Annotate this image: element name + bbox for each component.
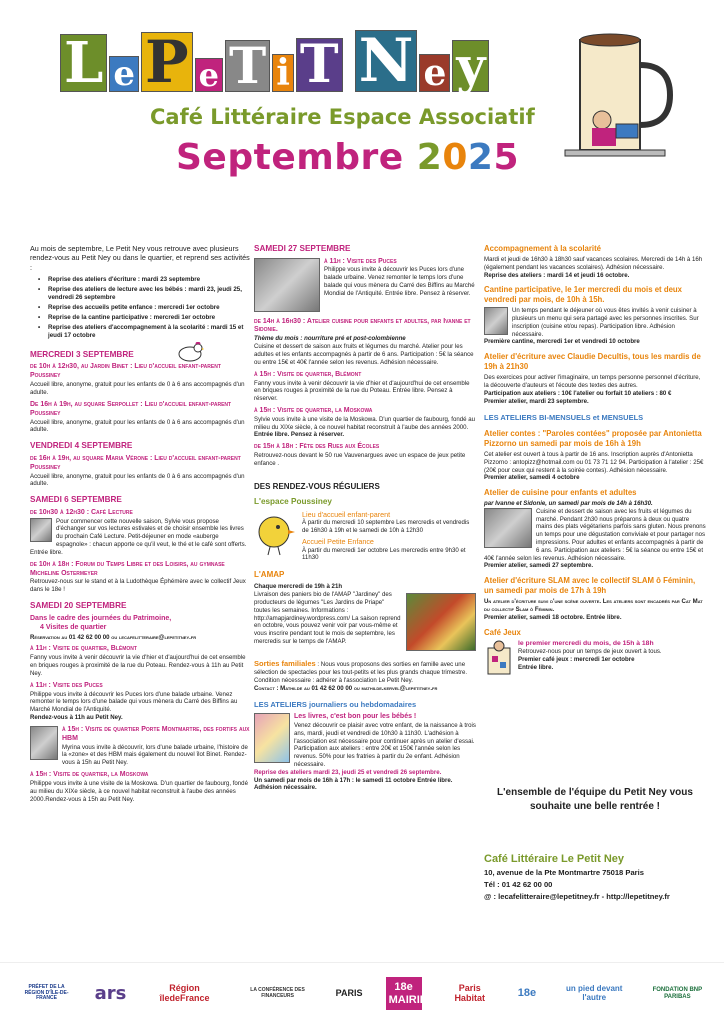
- logo-bnp: FONDATION BNP PARIBAS: [652, 986, 703, 1000]
- vegetables-photo: [406, 593, 476, 651]
- event-title: Accueil Petite Enfance: [302, 537, 374, 547]
- event-desc: Accueil libre, anonyme, gratuit pour les enfants de 0 à 6 ans accompagnés d'un adulte.: [30, 472, 245, 488]
- section-title: Atelier contes : "Paroles contées" proposée par Antonietta Pizzorno un samedi par mois de 16h à 19h: [484, 429, 702, 448]
- event-when: Chaque mercredi de 19h à 21h: [254, 583, 343, 591]
- baby-books-photo: [254, 713, 290, 763]
- event-note: Reprise des ateliers mardi 23, jeudi 25 et vendredi 26 septembre.: [254, 768, 442, 776]
- contact-info: Contact : Mathilde au 01 42 62 00 00 ou mathilde.kervel@lepetitney.fr: [254, 684, 438, 692]
- logo-18e: 18e: [517, 987, 537, 1000]
- logo-paris: PARIS: [335, 987, 363, 998]
- event-note: Premier atelier, samedi 27 septembre.: [484, 562, 594, 570]
- event-title: de 16h à 19h, au square Maria Vérone : Lieu d'accueil enfant-parent Poussiney: [30, 454, 241, 471]
- event: [254, 258, 476, 314]
- logo-mairie: 18e MAIRIE: [386, 977, 422, 1009]
- event-title: de 15h à 18h : Fête des Rues aux Écoles: [254, 443, 380, 451]
- event: [254, 318, 476, 367]
- event: [30, 645, 250, 677]
- address-web[interactable]: @ : lecafelitteraire@lepetitney.fr - http://lepetitney.fr: [484, 891, 670, 901]
- section-title: Cantine participative, le 1er mercredi du mois et deux vendredi par mois, de 10h à 15h.: [484, 285, 683, 305]
- event-title: de 14h à 16h30 : Atelier cuisine pour enfants et adultes, par Ivanne et Sidonie.: [254, 317, 471, 334]
- event-desc: Sylvie vous invite à une visite de la Moskowa. D'un quartier de faubourg, fondé au milieu du XIXe siècle, à ce nouvel habitat reconstruit à l'aube des années 2000.: [254, 415, 476, 431]
- event-title: à 15h : Visite de quartier Porte Montmartre, des fortifs aux HBM: [62, 725, 250, 742]
- event-note: Entrée libre. Pensez à réserver.: [254, 431, 345, 439]
- section-title: Atelier de cuisine pour enfants et adultes: [484, 488, 637, 498]
- section-title: Atelier d'écriture avec Claudie Decultis, tous les mardis de 19h à 21h30: [484, 352, 701, 372]
- event-desc: Cuisine et dessert de saison avec les fruits et légumes du marché. Pendant 2h30 nous préparons à deux ou quatre mains des plats végétariens parfois sans gluten. Nous prenons un temps pour une dégustation conviviale et pour partager nos impressions. Pour adultes et enfants accompagnés à partir de 6 ans. Participation aux ateliers : 5€ la séance ou entre 15€ et 40€ l'année selon les revenus. Adhésion nécessaire.: [484, 507, 706, 562]
- column-right: [484, 244, 706, 678]
- address-street: 10, avenue de la Pte Montmartre 75018 Paris: [484, 868, 644, 878]
- event-desc: Retrouvez-nous sur le stand et à la Ludothèque Éphémère avec le collectif Jeux dans le 18e !: [30, 578, 246, 594]
- event: [30, 363, 250, 397]
- logo-conference: LA CONFÉRENCE DES FINANCEURS: [250, 987, 305, 999]
- event-desc: À partir du mercredi 1er octobre Les mercredis entre 9h30 et 11h30: [302, 546, 466, 562]
- column-middle: [254, 244, 476, 792]
- event-desc: Un atelier d'écriture suivi d'une scène ouverte. Les ateliers sont encadrés par Cat Mat du collectif Slam ô Féminin.: [484, 598, 703, 613]
- event-title: à 15h : Visite de quartier, Blémont: [254, 370, 362, 378]
- sorties-block: [254, 659, 476, 684]
- poussiney-block: [302, 510, 476, 563]
- event-desc: Venez découvrir ce plaisir avec votre enfant, de la naissance à trois ans, mardi, jeudi et vendredi de 10h30 à 11h30. L'adhésion à l'association est nécessaire pour continuer après un atelier d'essai. Participation aux ateliers : entre 20€ et 150€ l'année selon les revenus. 50% pour les fratries à partir du 2e enfant. Adhésion nécessaire.: [294, 721, 476, 768]
- event: [254, 407, 476, 439]
- logo-letter: e: [109, 56, 139, 92]
- year-digit: 2: [416, 137, 443, 178]
- event-title: de 10h à 12h30, au Jardin Binet : Lieu d'accueil enfant-parent Poussiney: [30, 363, 221, 380]
- column-left: [30, 244, 250, 807]
- event-desc: Philippe vous invite à découvrir les Puces lors d'une balade urbaine. Venez remonter le temps lors d'une balade qui vous mènera du Carré des Biffins au Marché Mondial de l'Antiquité.: [30, 690, 238, 714]
- event: [254, 371, 476, 403]
- section-heading: DES RENDEZ-VOUS RÉGULIERS: [254, 481, 380, 491]
- logo-letter: L: [60, 34, 107, 92]
- logo-letter: N: [355, 30, 418, 92]
- logo-prefet: PRÉFET DE LA RÉGION D'ÎLE-DE-FRANCE: [24, 984, 69, 1002]
- event-theme: Thème du mois : nourriture pré et post-colombienne: [254, 335, 406, 343]
- day-heading: SAMEDI 20 SEPTEMBRE: [30, 601, 127, 611]
- event-by: par Ivanne et Sidonie, un samedi par mois de 14h à 16h30.: [484, 500, 653, 508]
- event-note: Premier café jeux : mercredi 1er octobre: [518, 656, 635, 664]
- day-heading: SAMEDI 6 SEPTEMBRE: [30, 495, 122, 505]
- day-heading: VENDREDI 4 SEPTEMBRE: [30, 441, 133, 451]
- logo-un-pied: un pied devant l'autre: [566, 983, 623, 1002]
- event-note: Premier atelier, mardi 23 septembre.: [484, 397, 589, 405]
- event-desc: Fanny vous invite à venir découvrir la vie d'hier et d'aujourd'hui de cet ensemble en briques rouges à proximité de la rue du Poteau. Rendez-vous à 11h au Petit Ney.: [30, 654, 246, 677]
- hen-icon: [176, 342, 204, 362]
- puces-photo: [254, 258, 320, 312]
- event-title: Lieu d'accueil enfant-parent: [302, 509, 391, 519]
- event-desc: Myrina vous invite à découvrir, lors d'une balade urbaine, l'histoire de la «zone» et des HBM mais également du nouvel îlot Binet. Rendez-vous à 15h au Petit Ney.: [62, 743, 248, 767]
- cooking-photo: [484, 307, 508, 335]
- event: [30, 726, 250, 767]
- month-title: [176, 135, 519, 181]
- section-title: Café Jeux: [484, 627, 521, 637]
- event-desc: Philippe vous invite à découvrir les Puces lors d'une balade urbaine. Venez remonter le temps lors d'une balade qui vous mènera du Carré des Biffins au Marché Mondial de l'Antiquité. Entrée libre. Pensez à réserver.: [324, 266, 475, 297]
- event-desc: Cet atelier est ouvert à tous à partir de 16 ans. Inscription auprès d'Antonietta Pizzorno : antopizz@hotmail.com ou 01 73 71 12 94. Participation à l'atelier : 25€ (20€ pour ceux qui restent à la soirée contes). Adhésion nécessaire.: [484, 450, 704, 474]
- event: [30, 509, 250, 557]
- year-digit: 5: [493, 137, 519, 178]
- subtitle: Café Littéraire Espace Associatif: [150, 105, 535, 129]
- event-desc: Un temps pendant le déjeuner où vous êtes invités à venir cuisiner à plusieurs un menu qui sera partagé avec les personnes inscrites. Sur inscription (cuisine et/ou repas). Participation libre. Adhésion nécessaire.: [512, 307, 699, 338]
- event-title: de 10h à 18h : Forum du Temps Libre et des Loisirs, au gymnase Micheline Ostermeyer: [30, 560, 225, 577]
- intro-text: Au mois de septembre, Le Petit Ney vous retrouve avec plusieurs rendez-vous au Petit Ney ou dans le quartier, et reprend ses activités :: [30, 244, 250, 272]
- game-illustration: [484, 640, 514, 678]
- event-title: de 10h30 à 12h30 : Café Lecture: [30, 508, 133, 516]
- logo-letter: e: [195, 58, 223, 92]
- event-desc: Retrouvez-nous pour un temps de jeux ouvert à tous.: [518, 648, 662, 656]
- event-note: Premier atelier, samedi 18 octobre. Entrée libre.: [484, 613, 622, 621]
- day-heading: MERCREDI 3 SEPTEMBRE: [30, 349, 134, 359]
- event-note: Reprise des ateliers : mardi 14 et jeudi 16 octobre.: [484, 271, 630, 279]
- bird-icon: [254, 512, 296, 556]
- event-desc: Pour commencer cette nouvelle saison, Sylvie vous propose d'échanger sur vos lectures estivales et de choisir ensemble les livres du prochain Café Lecture. Petit-déjeuner en mode «auberge espagnole» : chacun apporte ce qu'il veut, le thé et le café sont offerts. Entrée libre.: [30, 517, 247, 556]
- event-note: Premier atelier, samedi 4 octobre: [484, 474, 580, 482]
- event-note: Participation aux ateliers : 10€ l'atelier ou forfait 10 ateliers : 80 €: [484, 389, 672, 397]
- event-note: Première cantine, mercredi 1er et vendredi 10 octobre: [484, 338, 640, 346]
- logo-letter: e: [419, 54, 450, 92]
- section-heading: LES ATELIERS BI-MENSUELS et MENSUELS: [484, 413, 644, 423]
- list-item: • Reprise des ateliers d'écriture : mardi 23 septembre: [38, 276, 250, 284]
- event-title: à 15h : Visite de quartier, la Moskowa: [30, 771, 149, 779]
- event-desc: Accueil libre, anonyme, gratuit pour les enfants de 0 à 6 ans accompagnés d'un adulte.: [30, 418, 245, 434]
- logo-paris-habitat: Paris Habitat: [454, 982, 485, 1003]
- month-name: Septembre: [176, 137, 404, 178]
- address-title: Café Littéraire Le Petit Ney: [484, 853, 624, 865]
- section-title: Atelier d'écriture SLAM avec le collectif SLAM ô Féminin, un samedi par mois de 17h à 19h: [484, 576, 696, 596]
- cup-illustration: [560, 20, 680, 190]
- logo-letter: T: [296, 38, 343, 92]
- fortifs-photo: [30, 726, 58, 760]
- event-title: De 16h à 19h, au square Serpollet : Lieu d'accueil enfant-parent Poussiney: [30, 400, 232, 417]
- event-when: le premier mercredi du mois, de 15h à 18h: [518, 639, 654, 647]
- event-title: Sorties familiales: [254, 659, 316, 669]
- logo-ars: ars: [94, 982, 127, 1004]
- partner-logos: [0, 962, 724, 1024]
- event-desc: Philippe vous invite à une visite de la Moskowa. D'un quartier de faubourg, fondé au milieu du XIXe siècle, à ce nouvel habitat reconstruit à l'aube des années 2000.Rendez-vous à 15h au Petit Ney.: [30, 780, 248, 803]
- section-title: Accompagnement à la scolarité: [484, 244, 601, 253]
- section-title: L'AMAP: [254, 570, 285, 580]
- intro-bullets: [38, 276, 250, 340]
- logo-region: Région îledeFrance: [159, 982, 210, 1003]
- logo-letter: P: [141, 32, 193, 92]
- event-subtitle: 4 Visites de quartier: [40, 623, 107, 631]
- event-title: Les livres, c'est bon pour les bébés !: [294, 713, 417, 720]
- day-heading: SAMEDI 27 SEPTEMBRE: [254, 244, 351, 253]
- event: [30, 771, 250, 803]
- logo-letter: T: [225, 40, 270, 92]
- event-desc: Livraison des paniers bio de l'AMAP "Jardiney" des producteurs de légumes "Les Jardins de Priape" toutes les semaines. Informations : http://amapjardiney.wordpress.com/ La saison reprend en octobre, vous pouvez venir voir par vous-même et vous inscrire pendant tout le mois de septembre, les mercredis sur le temps de l'AMAP.: [254, 591, 401, 645]
- event-note: Un samedi par mois de 16h à 17h : le samedi 11 octobre Entrée libre. Adhésion nécessaire.: [254, 776, 453, 792]
- address-phone: Tél : 01 42 62 00 00: [484, 879, 553, 889]
- logo-letter: y: [452, 40, 489, 92]
- header: [0, 0, 724, 240]
- section-title: L'espace Poussiney: [254, 497, 332, 507]
- section-heading: LES ATELIERS journaliers ou hebdomadaires: [254, 700, 417, 710]
- book-photo: [30, 518, 52, 542]
- year-digit: 2: [467, 137, 494, 178]
- event-desc: Mardi et jeudi de 16h30 à 18h30 sauf vacances scolaires. Mercredi de 14h à 16h (également pendant les vacances scolaires). Adhésion nécessaire.: [484, 255, 703, 271]
- event-desc: Retrouvez-nous devant le 50 rue Vauvenargues avec un espace de jeux petite enfance .: [254, 452, 466, 468]
- list-item: • Reprise des ateliers d'accompagnement à la scolarité : mardi 15 et jeudi 17 octobre: [38, 324, 250, 340]
- event-desc: À partir du mercredi 10 septembre Les mercredis et vendredis de 16h30 à 19h et le samedi de 10h à 12h30: [302, 518, 470, 534]
- logo: [60, 26, 491, 96]
- event: [30, 561, 250, 595]
- list-item: • Reprise des ateliers de lecture avec les bébés : mardi 23, jeudi 25, vendredi 26 septembre: [38, 286, 250, 302]
- address-block: [484, 852, 714, 903]
- event-note: Entrée libre.: [518, 663, 554, 671]
- reservation-info: Réservation au 01 42 62 00 00 ou lecafelitteraire@lepetitney.fr: [30, 634, 197, 642]
- event-title: à 11h : Visite de quartier, Blémont: [30, 645, 137, 653]
- year-digit: 0: [442, 137, 468, 178]
- list-item: • Reprise de la cantine participative : mercredi 1er octobre: [38, 314, 250, 322]
- event: [30, 455, 250, 489]
- event: [254, 443, 476, 468]
- event-desc: Des exercices pour activer l'imaginaire, un temps personne personnel d'écriture, la découverte d'auteurs et l'écoute des textes des autres.: [484, 374, 701, 390]
- closing-message: [484, 786, 706, 813]
- event-title: à 11h : Visite des Puces: [30, 681, 103, 689]
- cooking-photo: [484, 508, 532, 548]
- list-item: • Reprise des accueils petite enfance : mercredi 1er octobre: [38, 304, 250, 312]
- logo-letter: i: [272, 54, 294, 92]
- event-desc: : Nous vous proposons des sorties en famille avec une sélection de spectacles pour les tout-petits et les plus grands chaque trimestre. Condition nécessaire : adhérer à l'association Le Petit Ney.: [254, 661, 468, 684]
- closing-line: souhaite une belle rentrée !: [529, 800, 661, 812]
- event: [30, 682, 250, 722]
- event: [30, 401, 250, 435]
- event-desc: Fanny vous invite à venir découvrir la vie d'hier et d'aujourd'hui de cet ensemble en briques rouges à proximité de la rue du Poteau. Entrée libre. Pensez à réserver.: [254, 379, 470, 403]
- event-title: à 11h : Visite des Puces: [324, 257, 397, 265]
- event-note: Rendez-vous à 11h au Petit Ney.: [30, 713, 123, 721]
- closing-line: L'ensemble de l'équipe du Petit Ney vous: [497, 787, 693, 798]
- event-desc: Cuisine et dessert de saison aux fruits et légumes du marché. Atelier pour les adultes et les enfants accompagnés à partir de 6 ans. Participation : 5€ la séance ou entre 15€ et 40€ l'année selon les revenus. Adhésion nécessaire.: [254, 343, 474, 366]
- event-desc: Accueil libre, anonyme, gratuit pour les enfants de 0 à 6 ans accompagnés d'un adulte.: [30, 381, 245, 396]
- event-title: à 15h : Visite de quartier, la Moskowa: [254, 406, 373, 414]
- event-subtitle: Dans le cadre des journées du Patrimoine,: [30, 614, 172, 622]
